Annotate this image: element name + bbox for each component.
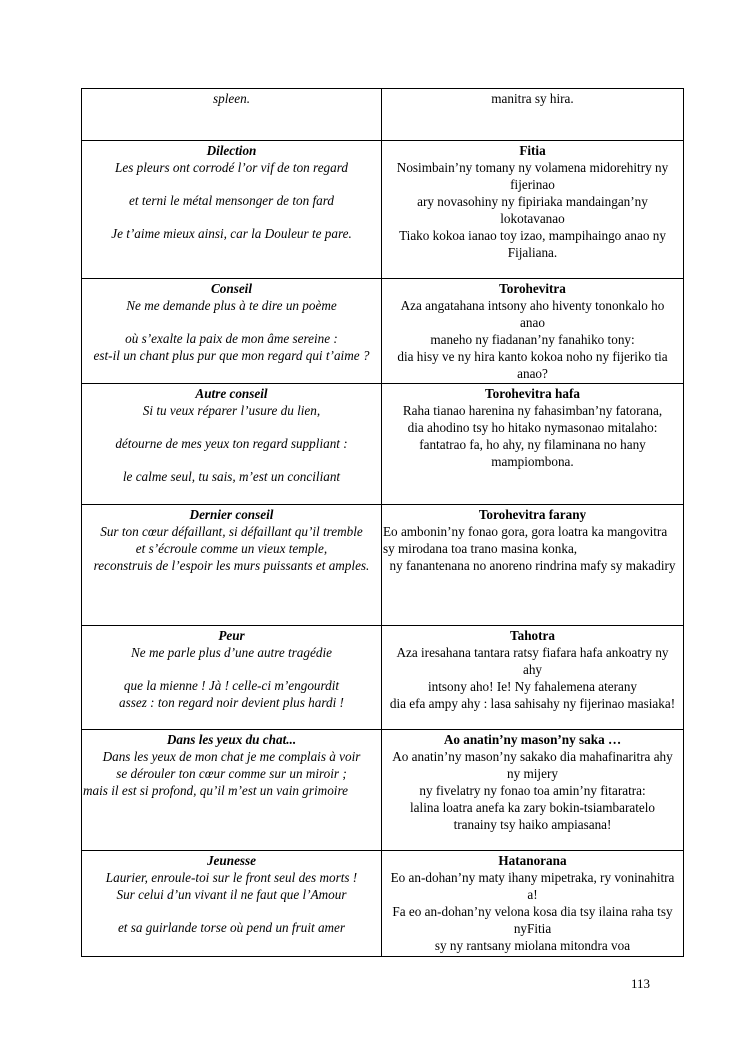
- french-verse-line: Sur ton cœur défaillant, si défaillant qu’il tremble: [100, 524, 363, 539]
- malagasy-poem-title: Fitia: [519, 143, 546, 158]
- french-verse-line: assez : ton regard noir devient plus hardi !: [119, 695, 344, 710]
- french-cell: [82, 89, 382, 141]
- french-poem-title: Dilection: [206, 143, 257, 158]
- french-verse-line: et s’écroule comme un vieux temple,: [135, 541, 328, 556]
- malagasy-cell: [382, 505, 684, 626]
- malagasy-verse-line: ary novasohiny ny fipiriaka mandaingan’ny lokotavanao: [417, 194, 648, 226]
- malagasy-verse-line: ny fivelatry ny fonao toa amin’ny fitaratra:: [419, 783, 646, 798]
- malagasy-poem-title: Torohevitra farany: [478, 507, 587, 522]
- malagasy-poem-title: Tahotra: [510, 628, 555, 643]
- french-cell: [82, 505, 382, 626]
- malagasy-poem-title: Torohevitra hafa: [485, 386, 580, 401]
- table-row: [82, 505, 684, 626]
- table-row: [82, 89, 684, 141]
- malagasy-verse-line: dia efa ampy ahy : lasa sahisahy ny fijerinao masiaka!: [389, 696, 676, 711]
- french-verse-line: et sa guirlande torse où pend un fruit amer: [117, 920, 346, 935]
- malagasy-cell: [382, 384, 684, 505]
- malagasy-verse-line: manitra sy hira.: [491, 91, 574, 106]
- table-body: [82, 89, 684, 957]
- malagasy-verse-line: Aza angatahana intsony aho hiventy tononkalo ho anao: [400, 298, 665, 330]
- table-row: [82, 141, 684, 279]
- bilingual-poem-table: [81, 88, 684, 957]
- french-verse-line: Les pleurs ont corrodé l’or vif de ton regard: [115, 160, 348, 175]
- malagasy-cell: [382, 730, 684, 851]
- french-cell: [82, 384, 382, 505]
- malagasy-verse-line: intsony aho! Ie! Ny fahalemena aterany: [427, 679, 638, 694]
- french-cell: [82, 279, 382, 384]
- french-verse-line: se dérouler ton cœur comme sur un miroir ;: [116, 766, 347, 781]
- malagasy-verse-line: sy ny rantsany miolana mitondra voa: [434, 938, 631, 953]
- malagasy-verse-line: Nosimbain’ny tomany ny volamena midorehitry ny fijerinao: [396, 160, 669, 192]
- malagasy-verse-line: dia hisy ve ny hira kanto kokoa noho ny fijeriko tia anao?: [397, 349, 668, 381]
- table-row: [82, 626, 684, 730]
- french-verse-line: et terni le métal mensonger de ton fard: [129, 193, 334, 208]
- french-poem-title: Autre conseil: [195, 386, 268, 401]
- french-verse-line: détourne de mes yeux ton regard suppliant :: [115, 436, 348, 451]
- french-cell: [82, 626, 382, 730]
- french-verse-line: est-il un chant plus pur que mon regard qui t’aime ?: [93, 348, 370, 363]
- malagasy-verse-line: Raha tianao harenina ny fahasimban’ny fatorana,: [402, 403, 663, 418]
- french-cell: [82, 730, 382, 851]
- malagasy-cell: [382, 89, 684, 141]
- malagasy-verse-line: Ao anatin’ny mason’ny sakako dia mahafinaritra ahy ny mijery: [392, 749, 673, 781]
- malagasy-cell: [382, 626, 684, 730]
- french-verse-line: où s’exalte la paix de mon âme sereine :: [125, 331, 338, 346]
- malagasy-poem-title: Hatanorana: [498, 853, 567, 868]
- french-cell: [82, 141, 382, 279]
- malagasy-cell: [382, 279, 684, 384]
- french-poem-title: Conseil: [210, 281, 253, 296]
- french-verse-line: Ne me demande plus à te dire un poème: [126, 298, 337, 313]
- table-row: [82, 730, 684, 851]
- french-poem-title: Dernier conseil: [189, 507, 274, 522]
- french-verse-line: Si tu veux réparer l’usure du lien,: [142, 403, 321, 418]
- french-verse-line: Je t’aime mieux ainsi, car la Douleur te pare.: [111, 226, 352, 241]
- malagasy-poem-title: Ao anatin’ny mason’ny saka …: [443, 732, 622, 747]
- table-row: [82, 384, 684, 505]
- table-row: [82, 851, 684, 957]
- malagasy-verse-line: fantatrao fa, ho ahy, ny filaminana no hany mampiombona.: [419, 437, 646, 469]
- french-verse-line: Laurier, enroule-toi sur le front seul des morts !: [105, 870, 358, 885]
- french-verse-line: que la mienne ! Jà ! celle-ci m’engourdit: [123, 678, 340, 693]
- malagasy-verse-line: ny fanantenana no anoreno rindrina mafy sy makadiry: [389, 558, 676, 573]
- french-verse-line: Sur celui d’un vivant il ne faut que l’Amour: [116, 887, 347, 902]
- french-poem-title: Jeunesse: [206, 853, 257, 868]
- table-row: [82, 279, 684, 384]
- french-verse-line: reconstruis de l’espoir les murs puissants et amples.: [93, 558, 370, 573]
- malagasy-verse-line: lalina loatra anefa ka zary bokin-tsiambaratelo tranainy tsy haiko ampiasana!: [410, 800, 655, 832]
- malagasy-verse-line: Aza iresahana tantara ratsy fiafara hafa ankoatry ny ahy: [396, 645, 669, 677]
- french-verse-line: Dans les yeux de mon chat je me complais à voir: [102, 749, 361, 764]
- page-number: 113: [631, 976, 651, 991]
- malagasy-verse-line: dia ahodino tsy ho hitako nymasonao mitalaho:: [407, 420, 658, 435]
- french-verse-line: spleen.: [213, 91, 250, 106]
- malagasy-poem-title: Torohevitra: [499, 281, 566, 296]
- french-verse-line: Ne me parle plus d’une autre tragédie: [131, 645, 332, 660]
- malagasy-verse-line: Tiako kokoa ianao toy izao, mampihaingo anao ny Fijaliana.: [399, 228, 666, 260]
- malagasy-cell: [382, 141, 684, 279]
- french-cell: [82, 851, 382, 957]
- malagasy-verse-line: Eo an-dohan’ny maty ihany mipetraka, ry voninahitra a!: [390, 870, 675, 902]
- malagasy-verse-line: maneho ny fiadanan’ny fanahiko tony:: [430, 332, 635, 347]
- malagasy-verse-line: Eo ambonin’ny fonao gora, gora loatra ka mangovitra: [383, 524, 668, 539]
- malagasy-verse-line: Fa eo an-dohan’ny velona kosa dia tsy ilaina raha tsy nyFitia: [392, 904, 673, 936]
- malagasy-cell: [382, 851, 684, 957]
- french-poem-title: Peur: [218, 628, 245, 643]
- malagasy-verse-line: sy mirodana toa trano masina konka,: [383, 541, 578, 556]
- french-verse-line: mais il est si profond, qu’il m’est un vain grimoire: [83, 783, 348, 798]
- french-verse-line: le calme seul, tu sais, m’est un conciliant: [122, 469, 341, 484]
- french-poem-title: Dans les yeux du chat...: [166, 732, 297, 747]
